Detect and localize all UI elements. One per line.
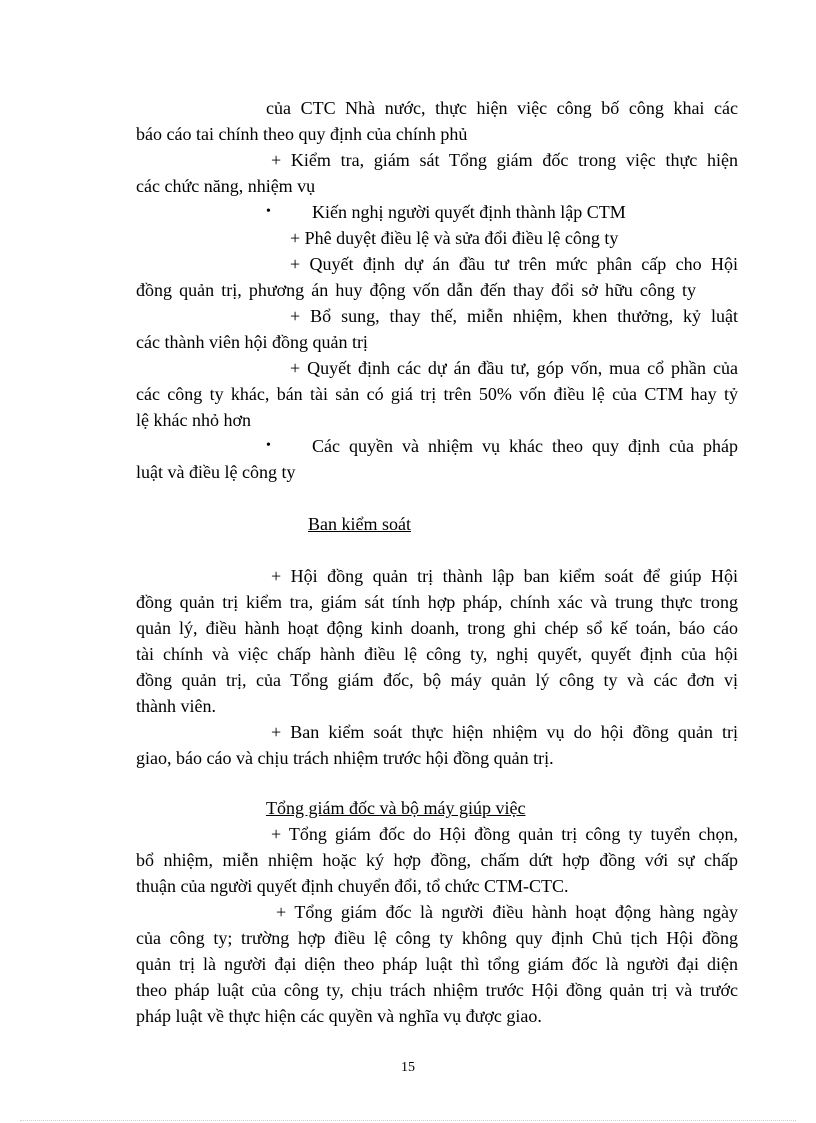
text-line: quản lý, điều hành hoạt động kinh doanh, trong ghi chép sổ kế toán, báo cáo	[136, 618, 738, 638]
bullet-icon: •	[266, 438, 271, 453]
text-line: + Kiểm tra, giám sát Tổng giám đốc trong việc thực hiện	[271, 150, 738, 170]
text-line: báo cáo tai chính theo quy định của chính phủ	[136, 124, 468, 144]
text-line: + Hội đồng quản trị thành lập ban kiểm soát để giúp Hội	[271, 566, 738, 586]
text-line: đồng quản trị, của Tổng giám đốc, bộ máy quản lý công ty và các đơn vị	[136, 670, 738, 690]
text-line: + Quyết định dự án đầu tư trên mức phân cấp cho Hội	[290, 254, 738, 274]
text-line: + Bổ sung, thay thế, miễn nhiệm, khen thưởng, kỷ luật	[290, 306, 738, 326]
page-number: 15	[401, 1060, 415, 1075]
text-line: Các quyền và nhiệm vụ khác theo quy định của pháp	[312, 436, 738, 456]
text-line: lệ khác nhỏ hơn	[136, 410, 251, 430]
text-line: Kiến nghị người quyết định thành lập CTM	[312, 202, 626, 222]
text-line: + Phê duyệt điều lệ và sửa đổi điều lệ công ty	[290, 228, 619, 248]
text-line: + Tổng giám đốc là người điều hành hoạt động hàng ngày	[276, 902, 738, 922]
text-line: bổ nhiệm, miễn nhiệm hoặc ký hợp đồng, chấm dứt hợp đồng với sự chấp	[136, 850, 738, 870]
text-line: luật và điều lệ công ty	[136, 462, 296, 482]
bullet-icon: •	[266, 204, 271, 219]
text-line: các công ty khác, bán tài sản có giá trị trên 50% vốn điều lệ của CTM hay tỷ	[136, 384, 738, 404]
text-line: + Tổng giám đốc do Hội đồng quản trị công ty tuyển chọn,	[271, 824, 738, 844]
text-line: giao, báo cáo và chịu trách nhiệm trước hội đồng quản trị.	[136, 748, 554, 768]
section-heading: Tổng giám đốc và bộ máy giúp việc	[266, 798, 526, 818]
text-line: đồng quản trị kiểm tra, giám sát tính hợp pháp, chính xác và trung thực trong	[136, 592, 738, 612]
text-line: theo pháp luật của công ty, chịu trách nhiệm trước Hội đồng quản trị và trước	[136, 980, 738, 1000]
text-line: thành viên.	[136, 696, 216, 716]
text-line: đồng quản trị, phương án huy động vốn dẫn đến thay đổi sở hữu công ty	[136, 280, 696, 300]
page-divider	[20, 1120, 796, 1121]
text-line: pháp luật về thực hiện các quyền và nghĩa vụ được giao.	[136, 1006, 542, 1026]
text-line: của công ty; trường hợp điều lệ công ty không quy định Chủ tịch Hội đồng	[136, 928, 738, 948]
text-line: quản trị là người đại diện theo pháp luật thì tổng giám đốc là người đại diện	[136, 954, 738, 974]
text-line: thuận của người quyết định chuyển đổi, tổ chức CTM-CTC.	[136, 876, 569, 896]
section-heading: Ban kiểm soát	[308, 514, 411, 534]
text-line: + Ban kiểm soát thực hiện nhiệm vụ do hội đồng quản trị	[271, 722, 738, 742]
text-line: của CTC Nhà nước, thực hiện việc công bố công khai các	[266, 98, 738, 118]
text-line: + Quyết định các dự án đầu tư, góp vốn, mua cổ phần của	[290, 358, 738, 378]
text-line: các chức năng, nhiệm vụ	[136, 176, 316, 196]
text-line: các thành viên hội đồng quản trị	[136, 332, 368, 352]
text-line: tài chính và việc chấp hành điều lệ công ty, nghị quyết, quyết định của hội	[136, 644, 738, 664]
